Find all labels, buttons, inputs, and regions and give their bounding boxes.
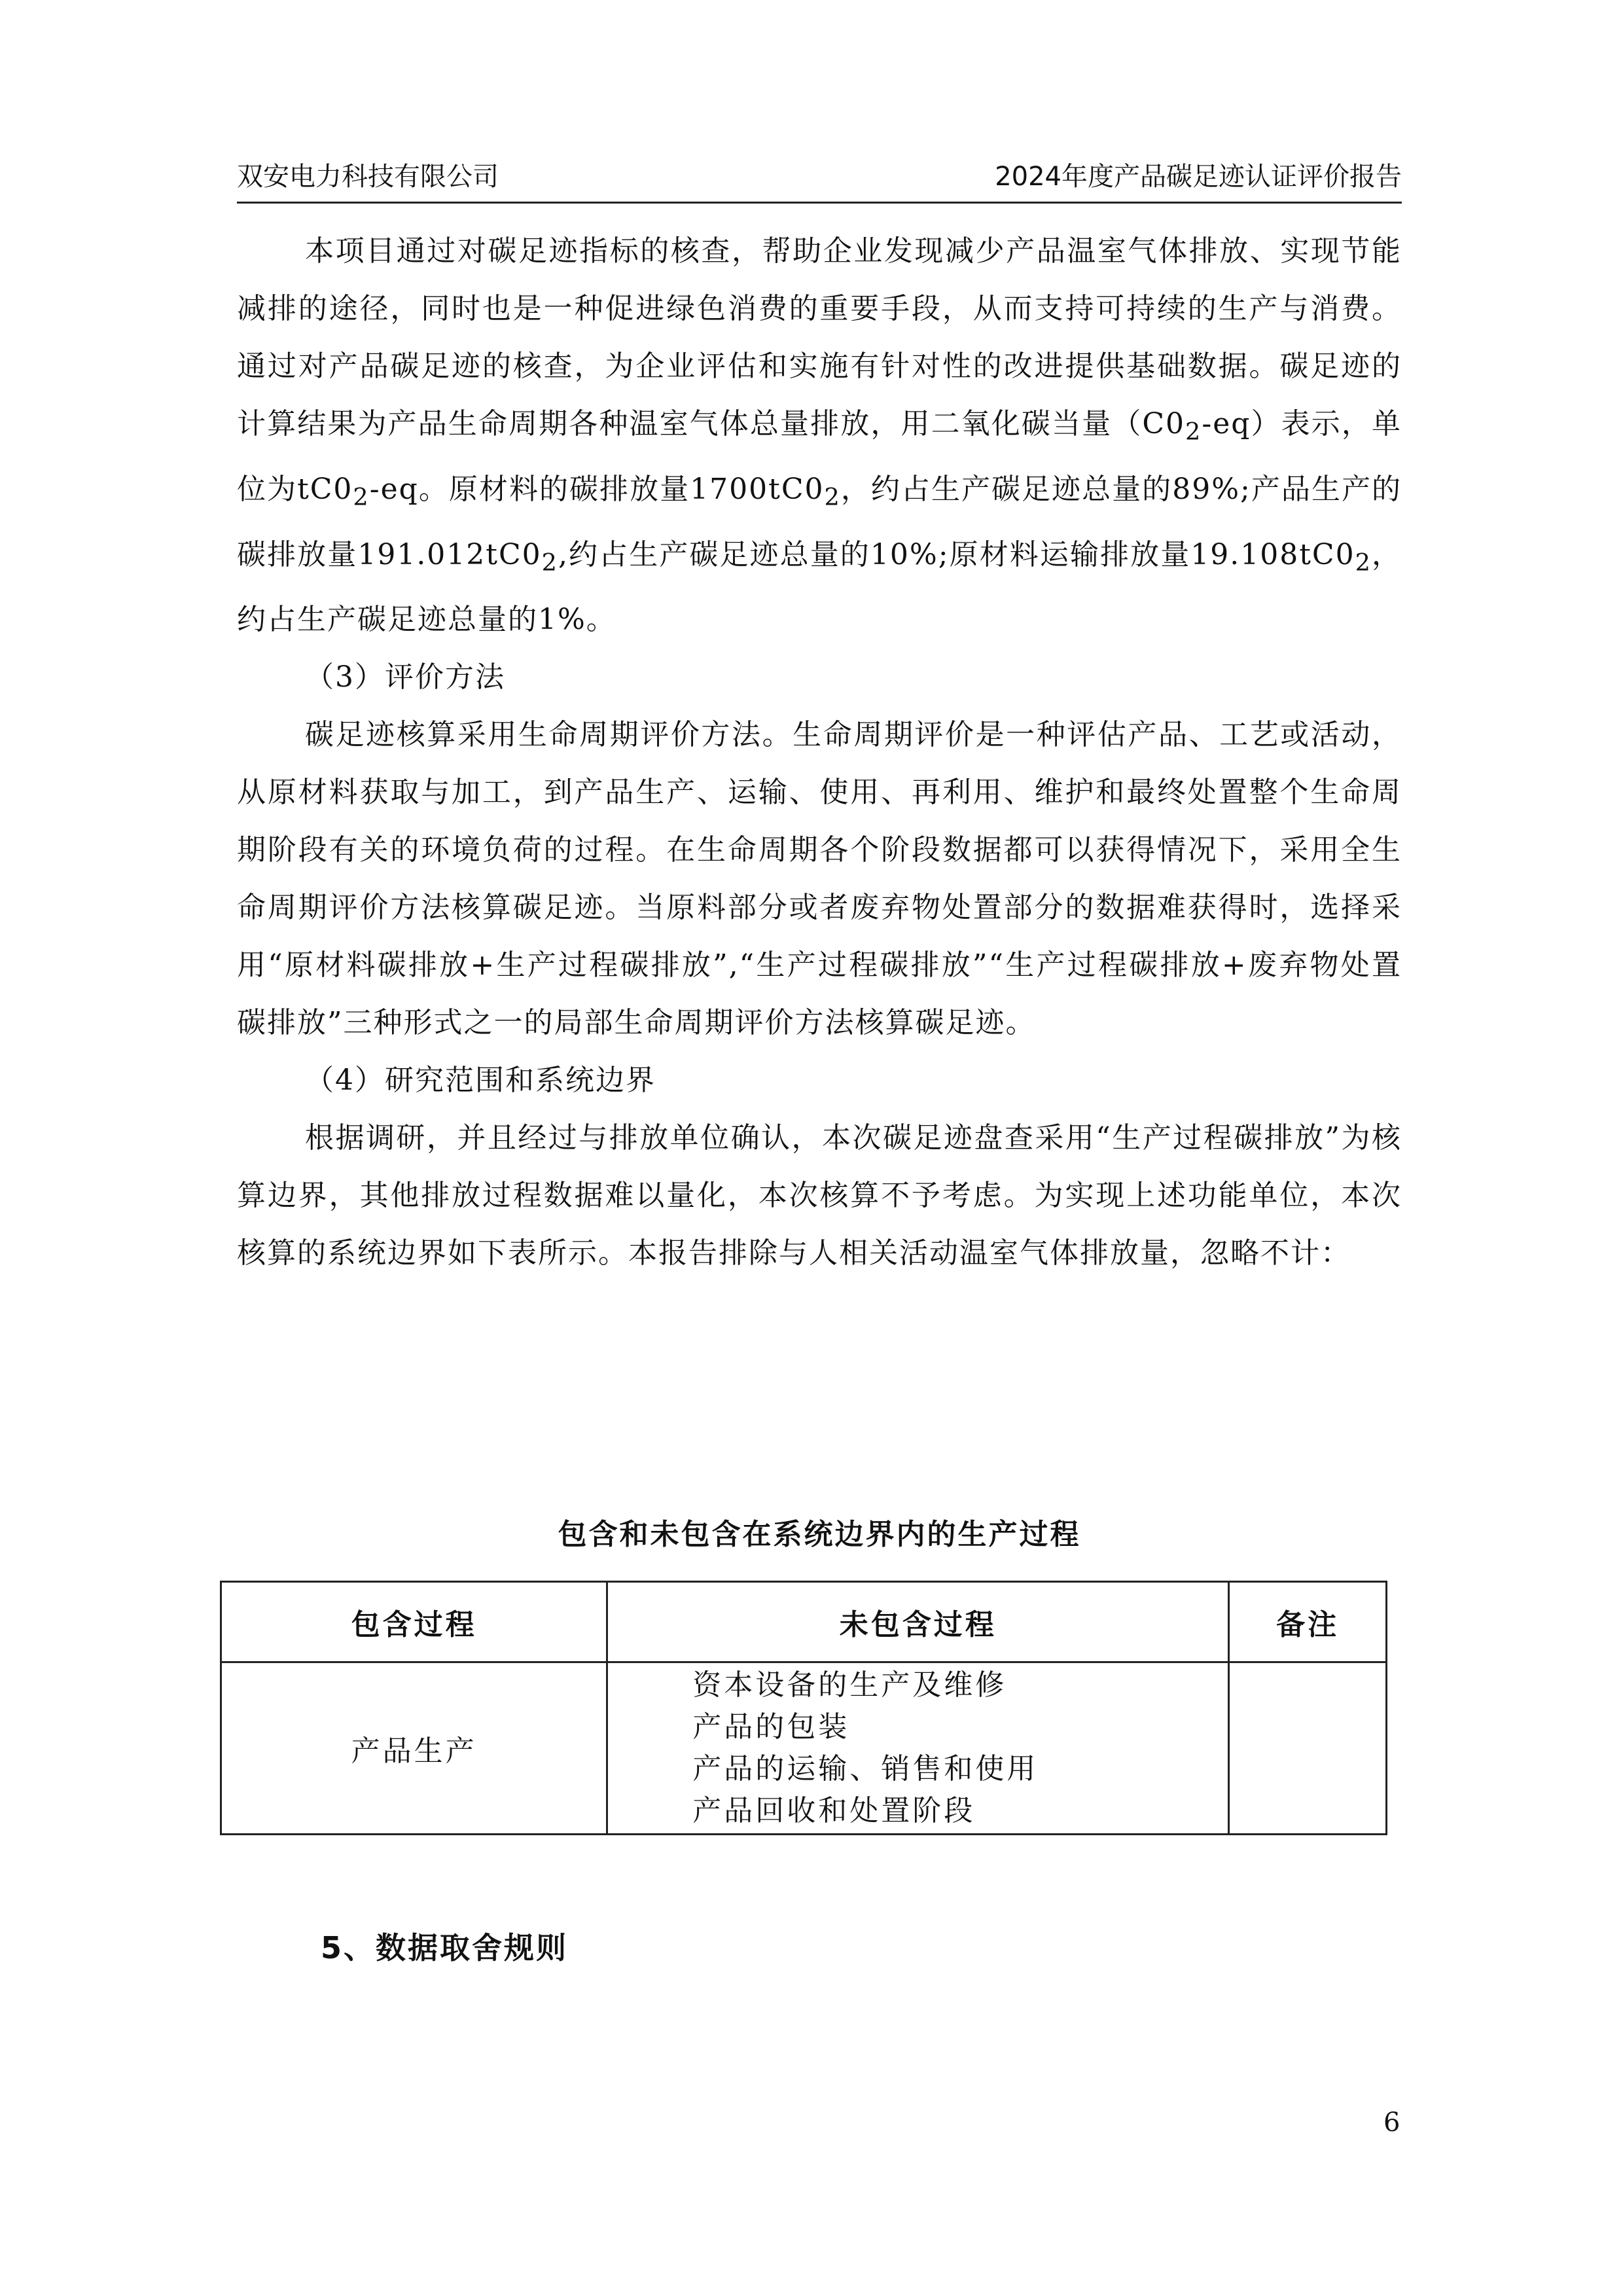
page-number: 6: [1383, 2108, 1400, 2138]
paragraph-evaluation-method: 碳足迹核算采用生命周期评价方法。生命周期评价是一种评估产品、工艺或活动，从原材料获取与加工，到产品生产、运输、使用、再利用、维护和最终处置整个生命周期阶段有关的环境负荷的过程。在生命周期各个阶段数据都可以获得情况下，采用全生命周期评价方法核算碳足迹。当原料部分或者废弃物处置部分的数据难获得时，选择采用“原材料碳排放+生产过程碳排放”,“生产过程碳排放”“生产过程碳排放+废弃物处置碳排放”三种形式之一的局部生命周期评价方法核算碳足迹。: [237, 718, 1402, 1040]
header-remark: 备注: [1229, 1582, 1387, 1662]
company-name: 双安电力科技有限公司: [237, 162, 499, 192]
cell-excluded: [607, 1662, 1229, 1835]
system-boundary-table: [220, 1581, 1387, 1835]
paragraph-system-boundary: 根据调研，并且经过与排放单位确认，本次碳足迹盘查采用“生产过程碳排放”为核算边界，其他排放过程数据难以量化，本次核算不予考虑。为实现上述功能单位，本次核算的系统边界如下表所示。本报告排除与人相关活动温室气体排放量，忽略不计：: [237, 1121, 1402, 1270]
subscript-2: 2: [1355, 548, 1372, 577]
report-title: 2024年度产品碳足迹认证评价报告: [995, 162, 1402, 192]
list-item: 产品回收和处置阶段: [692, 1794, 976, 1827]
paragraph-carbon-footprint-results: 本项目通过对碳足迹指标的核查，帮助企业发现减少产品温室气体排放、实现节能减排的途径，同时也是一种促进绿色消费的重要手段，从而支持可持续的生产与消费。通过对产品碳足迹的核查，为企业评估和实施有针对性的改进提供基础数据。碳足迹的计算结果为产品生命周期各种温室气体总量排放，用二氧化碳当量$(C0_2-eq)$表示，单位为$tC0_2-eq$。原材料的碳排放量$1700tC0_2$，约占生产碳足迹总量的89%;产品生产的碳排放量$191.012tC0_2$,约占生产碳足迹总量的10%;原材料运输排放量$19.108tC0_2$，约占生产碳足迹总量的1%。: [237, 234, 1402, 637]
subscript-2: 2: [541, 548, 558, 577]
subscript-2: 2: [1185, 417, 1202, 446]
table-row: [221, 1662, 1387, 1835]
page-header: [237, 156, 1402, 204]
cell-included: 产品生产: [221, 1662, 607, 1835]
list-item: 产品的运输、销售和使用: [692, 1752, 1039, 1785]
subscript-2: 2: [353, 482, 370, 511]
section-heading-data-rules: 5、数据取舍规则: [321, 1930, 569, 1965]
table-title: 包含和未包含在系统边界内的生产过程: [558, 1518, 1081, 1551]
heading-research-scope: （4）研究范围和系统边界: [305, 1064, 656, 1098]
header-excluded: 未包含过程: [607, 1582, 1229, 1662]
body-text: [237, 223, 1402, 1282]
excluded-process-list: [609, 1664, 1227, 1832]
table-header-row: [221, 1582, 1387, 1662]
subscript-2: 2: [824, 482, 841, 511]
list-item: 产品的包装: [692, 1710, 850, 1744]
cell-remark: [1229, 1662, 1387, 1835]
list-item: 资本设备的生产及维修: [692, 1668, 1007, 1702]
header-included: 包含过程: [221, 1582, 607, 1662]
heading-evaluation-method: （3）评价方法: [305, 660, 505, 694]
